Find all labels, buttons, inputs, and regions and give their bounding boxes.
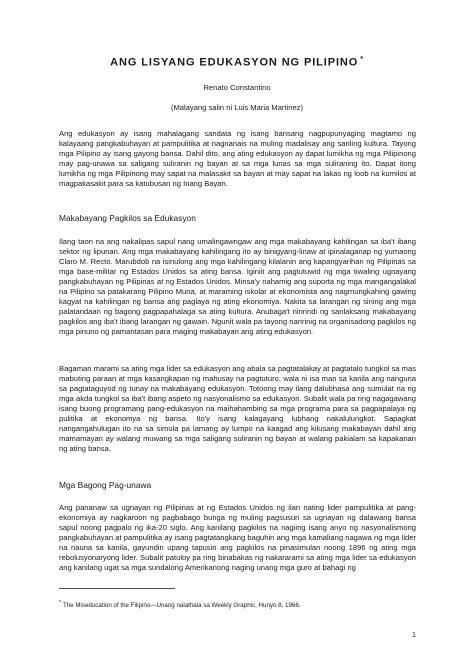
paragraph-makabayang-pagkilos: Ilang taon na ang nakalipas sapul nang umalingawngaw ang mga makabayang kahilingan sa iba't ibang sektor ng lipunan. Ang mga makabayang kahilingang ito ay binigyang-linaw at ipinalaganap ng yumaong Claro M. Recto. Marubdob na isinulong ang mga kahilingang kilalanin ang kapangyarihan ng Pilipinas sa mga base-militar ng Estados Unidos sa ating bansa. Iginiit ang pagtutuwid ng mga tiwaling ugnayang pangkabuhayan ng Pilipinas at ng Estados Unidos. Minsa'y nahamig ang suporta ng mga mangangalakal na Pilipino sa patakarang Pilipino Muna, at maraming iskolar at ekonomista ang nagmungkahing gawing kagyat na kahilingan ng bansa ang paglaya ng ating ekonomiya. Nakita sa larangan ng sining ang mga palatandaan ng bagong pagpapahalaga sa ating kultura. Anubaga't niririndi ng sanlaksang makabayang pagkilos ang iba't ibang larangan ng gawain. Ngunit wala pa tayong naririnig na organisadong pagkilos ng mga pinuno ng pamantasan para maging makabayan ang ating edukasyon. (59, 237, 416, 336)
paragraph-lider-sa-edukasyon: Bagaman marami sa ating mga lider sa edukasyon ang abala sa pagtatalakay at pagtatalo tungkol sa mas mabuting paraan at mga kasangkapan ng mahusay na pagtuturo, wala ni isa man sa kanila ang nanguna sa pagtataguyod ng tunay na makabayang edukasyon. Totoong may ilang dalubhasa ang sumulat na ng mga akda tungkol sa iba't ibang aspeto ng nasyonalismo sa edukasyon. Subalit wala pa ring nagagawang isang buong programang pang-edukasyon na maihahambing sa mga programa para sa pagpapalaya ng pulitika at ekonomya ng bansa. Ito'y isang kalagayang lubhang nakalulungkot. Sapagkat nangangahulugan ito na sa simula pa lamang ay lumpo na kaagad ang kilusang makabayan dahil ang mamamayan ay walang muwang sa mga saligang suliranin ng bayan at walang pakialam sa kapakanan ng ating bansa. (59, 364, 416, 453)
section-heading-bagong-pag-unawa: Mga Bagong Pag-unawa (59, 480, 152, 490)
footnote-divider (59, 588, 175, 589)
title-footnote-marker: * (360, 56, 364, 63)
footnote (59, 600, 301, 609)
translator-credit: (Malayang salin ni Luis Maria Martinez) (170, 103, 304, 112)
footnote-text: The Miseducation of the Filipino—Unang nalathala sa Weekly Graphic, Hunyo 8, 1966. (62, 602, 301, 610)
document-title (0, 56, 474, 69)
author-name: Renato Constantino (203, 83, 271, 92)
paragraph-intro: Ang edukasyon ay isang mahalagang sandata ng isang bansang nagpupunyaging magtamo ng kalayaang pangkabuhayan at pampulitika at nagnanais na muling madalisay ang sariling kultura. Tayong mga Pilipino ay isang gayong bansa. Dahil dito, ang ating edukasyon ay dapat lumikha ng mga Pilipinong may pag-unawa sa saligang suliranin ng bayan at sa mga lunas sa mga suliraning ito. Dapat itong lumikha ng mga Pilipinong may sapat na malasakit sa bayan at may sapat na lakas ng loob na kumilos at magpakasakit para sa katubusan ng Inang Bayan. (59, 129, 416, 188)
section-heading-makabayang-pagkilos: Makabayang Pagkilos sa Edukasyon (59, 213, 196, 223)
paragraph-bagong-pag-unawa: Ang pananaw sa ugnayan ng Pilipinas at ng Estados Unidos ng ilan nating lider pampulitika at pang-ekonomiya ay nagkaroon ng pagbabago bunga ng muling pagsusuri sa ugnayan ng dalawang bansa sapul noong pagpalo ng ika-20 siglo. Ang kanilang pagkilos na nagiing isang anyo ng nasyonalismong pangkabuhayan at pampulitika ay isang pagtatangkang baguhin ang mga kamaliang nagawa ng mga lider na nauna sa kanila, gayundin upang tapusin ang pagkilos na pinasimulan noong 1896 ng ating mga rebolusyonaryong lider. Subalit patuloy pa ring binabakas ng nakararami sa ating mga lider sa edukasyon ang kanilang ugat sa mga sundalong Amerikanong naging unang mga guro at bahagi ng (59, 503, 416, 572)
page-number: 1 (412, 632, 416, 639)
footnote-marker: * (59, 600, 61, 606)
title-text: ANG LISYANG EDUKASYON NG PILIPINO (110, 56, 359, 69)
